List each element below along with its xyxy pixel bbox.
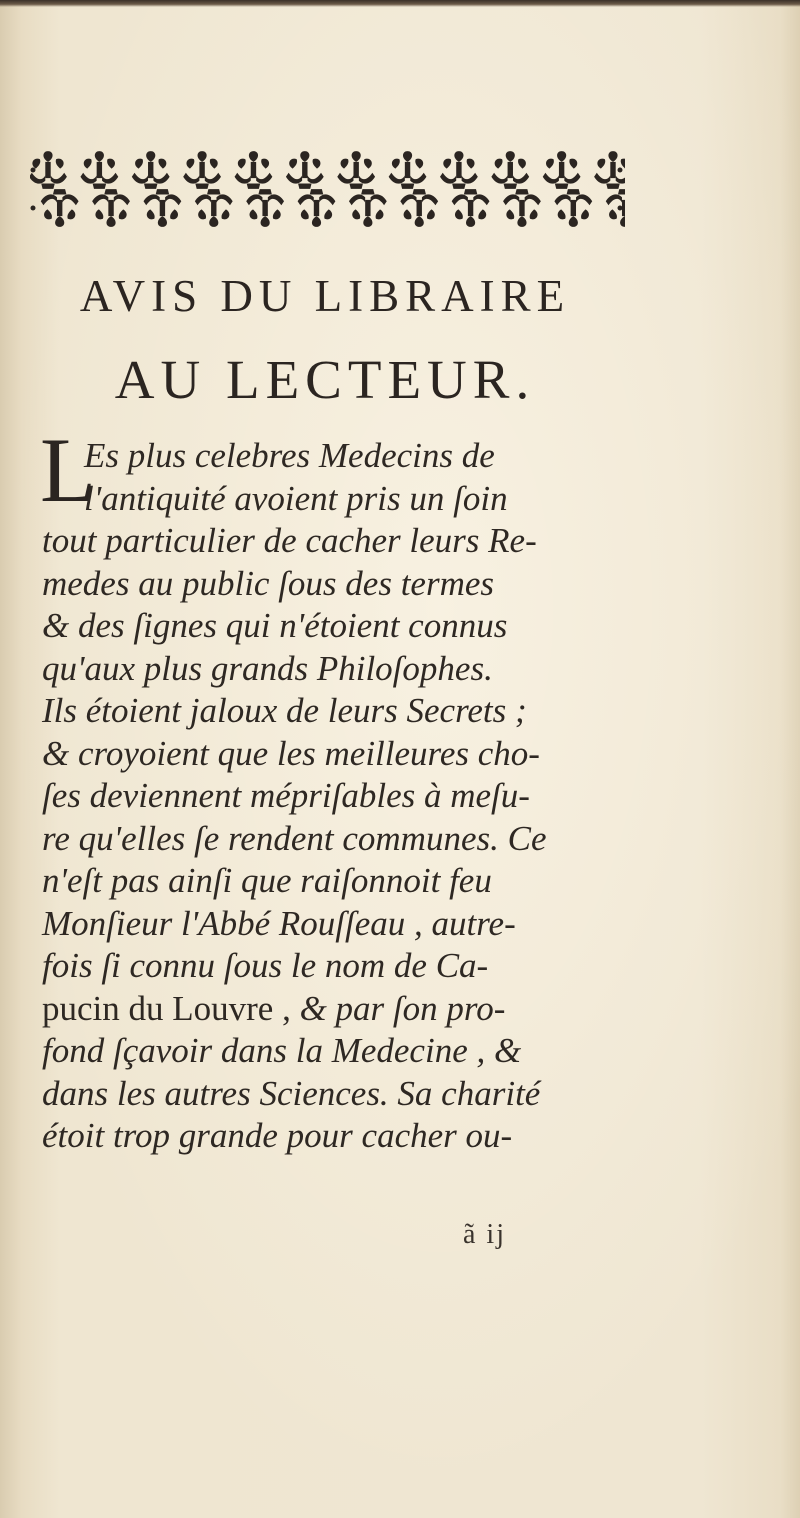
fleuron-glyph	[400, 189, 438, 227]
heading-au-lecteur: AU LECTEUR.	[114, 349, 536, 410]
fleuron-glyph	[195, 189, 233, 227]
text-line: Ils étoient jaloux de leurs Secrets ;	[42, 691, 527, 730]
ornament-dot	[31, 206, 36, 211]
fleuron-glyph	[503, 189, 541, 227]
fleuron-glyph	[554, 189, 592, 227]
text-line: dans les autres Sciences. Sa charité	[42, 1073, 541, 1113]
fleuron-glyph	[349, 189, 387, 227]
fleuron-glyph	[80, 151, 118, 189]
text-line: fois ſi connu ſous le nom de Ca-	[42, 946, 489, 985]
text-line: fond ſçavoir dans la Medecine , &	[42, 1031, 522, 1070]
fleuron-glyph	[452, 189, 490, 227]
text-line: Monſieur l'Abbé Rouſſeau , autre-	[42, 903, 516, 943]
body-paragraph	[42, 435, 642, 1158]
fleuron-glyph	[144, 189, 182, 227]
fleuron-glyph	[491, 151, 529, 189]
page-edge-shadow	[0, 0, 800, 7]
ornament-dot	[618, 206, 623, 211]
text-line: Es plus celebres Medecins de	[84, 436, 495, 475]
fleuron-glyph	[337, 151, 375, 189]
fleuron-glyph	[298, 189, 336, 227]
ornament-dot	[31, 168, 36, 173]
text-line: étoit trop grande pour cacher ou-	[42, 1116, 513, 1155]
ornament-dot	[618, 168, 623, 173]
text-line: & des ſignes qui n'étoient connus	[42, 606, 508, 645]
fleuron-glyph	[286, 151, 324, 189]
text-line: pucin du Louvre , & par ſon pro-	[42, 988, 506, 1028]
signature-mark: ã ij	[463, 1219, 506, 1250]
fleuron-ornament-band	[30, 148, 625, 230]
fleuron-glyph	[30, 151, 67, 189]
text-line: qu'aux plus grands Philoſophes.	[42, 648, 493, 688]
heading-avis-du-libraire: AVIS DU LIBRAIRE	[79, 271, 571, 321]
drop-cap-letter: L	[40, 419, 97, 521]
text-line: l'antiquité avoient pris un ſoin	[84, 478, 508, 518]
fleuron-glyph	[543, 151, 581, 189]
text-line: n'eſt pas ainſi que raiſonnoit feu	[42, 861, 492, 900]
fleuron-glyph	[183, 151, 221, 189]
text-line: medes au public ſous des termes	[42, 563, 495, 603]
text-line: ſes deviennent mépriſables à meſu-	[42, 776, 530, 815]
fleuron-glyph	[41, 189, 79, 227]
text-line: tout particulier de cacher leurs Re-	[42, 521, 537, 560]
text-line: re qu'elles ſe rendent communes. Ce	[42, 818, 547, 858]
fleuron-glyph	[235, 151, 273, 189]
fleuron-glyph	[92, 189, 130, 227]
fleuron-glyph	[246, 189, 284, 227]
fleuron-glyph	[389, 151, 427, 189]
fleuron-glyph	[132, 151, 170, 189]
text-line: & croyoient que les meilleures cho-	[42, 733, 540, 773]
fleuron-glyph	[440, 151, 478, 189]
